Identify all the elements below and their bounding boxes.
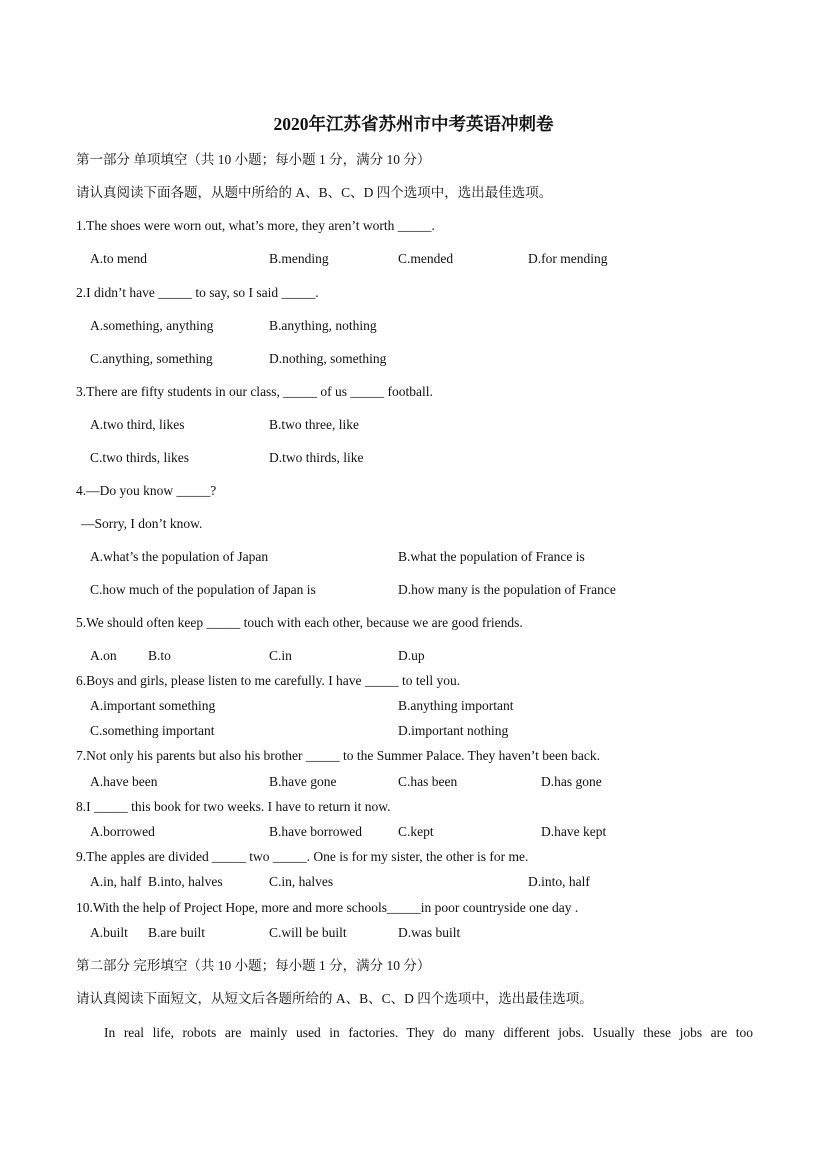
option-a: A.built: [90, 925, 128, 940]
option-d: D.nothing, something: [269, 351, 387, 366]
passage-text: In real life, robots are mainly used in factories. They do many different jobs. Usually these jobs are too: [104, 1025, 753, 1040]
option-d: D.for mending: [528, 251, 608, 266]
option-b: B.have gone: [269, 774, 337, 789]
option-c: C.anything, something: [90, 351, 213, 366]
option-a: A.on: [90, 648, 117, 663]
question-stem: 4.—Do you know _____?: [76, 483, 217, 498]
option-c: C.has been: [398, 774, 458, 789]
option-c: C.in, halves: [269, 874, 334, 889]
option-c: C.kept: [398, 824, 434, 839]
part2-heading: 第二部分 完形填空（共 10 小题；每小题 1 分，满分 10 分）: [76, 958, 431, 973]
option-b: B.have borrowed: [269, 824, 362, 839]
question-stem: 3.There are fifty students in our class, _____ of us _____ football.: [76, 384, 433, 399]
option-a: A.borrowed: [90, 824, 155, 839]
option-b: B.to: [148, 648, 171, 663]
option-c: C.how much of the population of Japan is: [90, 582, 316, 597]
page-title: 2020年江苏省苏州市中考英语冲刺卷: [273, 114, 554, 134]
question-stem: 2.I didn’t have _____ to say, so I said _____.: [76, 285, 319, 300]
option-b: B.mending: [269, 251, 329, 266]
option-c: C.will be built: [269, 925, 347, 940]
part2-instruction: 请认真阅读下面短文，从短文后各题所给的 A、B、C、D 四个选项中，选出最佳选项。: [76, 991, 593, 1006]
option-d: D.up: [398, 648, 425, 663]
option-c: C.something important: [90, 723, 215, 738]
option-a: A.what’s the population of Japan: [90, 549, 269, 564]
option-b: B.are built: [148, 925, 205, 940]
option-a: A.important something: [90, 698, 216, 713]
question-stem: 1.The shoes were worn out, what’s more, they aren’t worth _____.: [76, 218, 435, 233]
question-stem: 10.With the help of Project Hope, more and more schools_____in poor countryside one day .: [76, 900, 579, 915]
part1-instruction: 请认真阅读下面各题，从题中所给的 A、B、C、D 四个选项中，选出最佳选项。: [76, 185, 553, 200]
option-b: B.what the population of France is: [398, 549, 585, 564]
option-d: D.have kept: [541, 824, 607, 839]
option-b: B.into, halves: [148, 874, 223, 889]
option-d: D.two thirds, like: [269, 450, 364, 465]
question-stem: 8.I _____ this book for two weeks. I have to return it now.: [76, 799, 391, 814]
question-stem: 9.The apples are divided _____ two _____. One is for my sister, the other is for me.: [76, 849, 529, 864]
option-a: A.in, half: [90, 874, 142, 889]
option-d: D.how many is the population of France: [398, 582, 616, 597]
option-d: D.important nothing: [398, 723, 509, 738]
option-b: B.anything important: [398, 698, 514, 713]
question-stem: 7.Not only his parents but also his brother _____ to the Summer Palace. They haven’t been back.: [76, 748, 601, 763]
question-stem: 6.Boys and girls, please listen to me carefully. I have _____ to tell you.: [76, 673, 461, 688]
option-c: C.two thirds, likes: [90, 450, 190, 465]
option-c: C.in: [269, 648, 292, 663]
option-d: D.was built: [398, 925, 461, 940]
option-d: D.into, half: [528, 874, 590, 889]
option-d: D.has gone: [541, 774, 602, 789]
option-a: A.something, anything: [90, 318, 214, 333]
option-a: A.two third, likes: [90, 417, 185, 432]
option-a: A.to mend: [90, 251, 147, 266]
option-a: A.have been: [90, 774, 158, 789]
part1-heading: 第一部分 单项填空（共 10 小题；每小题 1 分，满分 10 分）: [76, 152, 431, 167]
question-reply: —Sorry, I don’t know.: [81, 516, 203, 531]
option-b: B.anything, nothing: [269, 318, 377, 333]
option-c: C.mended: [398, 251, 454, 266]
option-b: B.two three, like: [269, 417, 359, 432]
question-stem: 5.We should often keep _____ touch with each other, because we are good friends.: [76, 615, 523, 630]
